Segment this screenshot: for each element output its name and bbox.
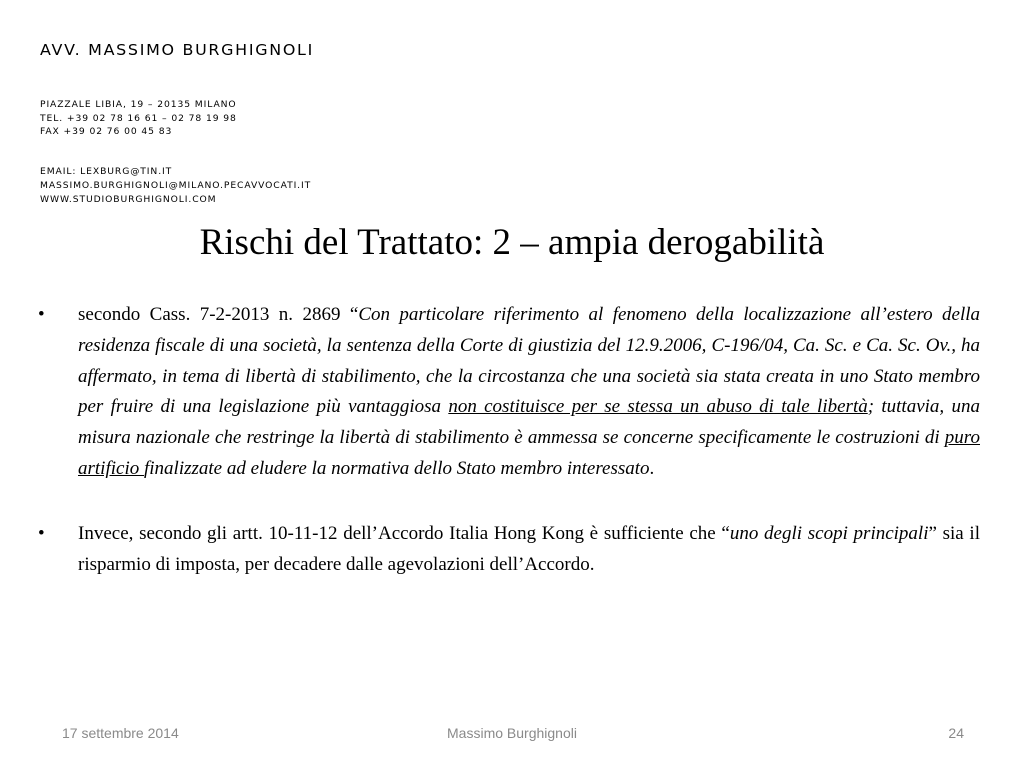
bullet-segment: Invece, secondo gli artt. 10-11-12 dell’Accordo Italia Hong Kong è sufficiente che “ bbox=[78, 522, 730, 544]
bullet-list bbox=[30, 300, 980, 580]
bullet-segment: secondo Cass. 7-2-2013 n. 2869 “ bbox=[78, 304, 359, 325]
bullet-segment-underlined: puro artificio bbox=[78, 427, 980, 479]
bullet-segment: Con particolare riferimento al fenomeno della localizzazione all’estero della residenza fiscale di una società, la sentenza della Corte di giustizia del 12.9.2006, C-196/04, Ca. Sc. e Ca. Sc. Ov., ha affermato, in tema di libertà di stabilimento, che la circostanza che una società sia stata creata in uno Stato membro per fruire di una legislazione più vantaggiosa bbox=[78, 304, 980, 418]
bullet-item bbox=[30, 300, 980, 485]
letterhead-fax: FAX +39 02 76 00 45 83 bbox=[40, 126, 173, 138]
footer-date: 17 settembre 2014 bbox=[62, 725, 179, 741]
letterhead-phone: TEL. +39 02 78 16 61 – 02 78 19 98 bbox=[40, 112, 237, 124]
letterhead-website: WWW.STUDIOBURGHIGNOLI.COM bbox=[40, 193, 217, 205]
bullet-segment-underlined: non costituisce per se stessa un abuso di tale libertà bbox=[448, 396, 868, 418]
footer-page-number: 24 bbox=[948, 725, 964, 741]
bullet-segment: . bbox=[649, 457, 655, 479]
letterhead-name: AVV. MASSIMO BURGHIGNOLI bbox=[40, 41, 314, 59]
letterhead bbox=[40, 40, 380, 206]
letterhead-email: EMAIL: LEXBURG@TIN.IT bbox=[40, 166, 173, 178]
bullet-segment: uno degli scopi principali bbox=[729, 522, 929, 544]
letterhead-address-block bbox=[40, 98, 380, 206]
bullet-segment: ; tuttavia, una misura nazionale che restringe la libertà di stabilimento è ammessa se concerne specificamente le costruzioni di bbox=[78, 396, 980, 449]
footer-author: Massimo Burghignoli bbox=[447, 725, 577, 741]
bullet-segment: ” sia il risparmio di imposta, per decadere dalle agevolazioni dell’Accordo. bbox=[78, 522, 980, 575]
letterhead-pec: MASSIMO.BURGHIGNOLI@MILANO.PECAVVOCATI.IT bbox=[40, 179, 312, 191]
bullet-marker: • bbox=[38, 304, 45, 325]
bullet-marker: • bbox=[38, 522, 45, 544]
bullet-segment: finalizzate ad eludere la normativa dello Stato membro interessato bbox=[143, 457, 650, 479]
slide-title: Rischi del Trattato: 2 – ampia derogabilità bbox=[199, 222, 825, 263]
bullet-item bbox=[30, 519, 980, 581]
bullet-text bbox=[78, 519, 980, 581]
bullet-text bbox=[78, 300, 980, 485]
letterhead-address: PIAZZALE LIBIA, 19 – 20135 MILANO bbox=[40, 99, 237, 110]
